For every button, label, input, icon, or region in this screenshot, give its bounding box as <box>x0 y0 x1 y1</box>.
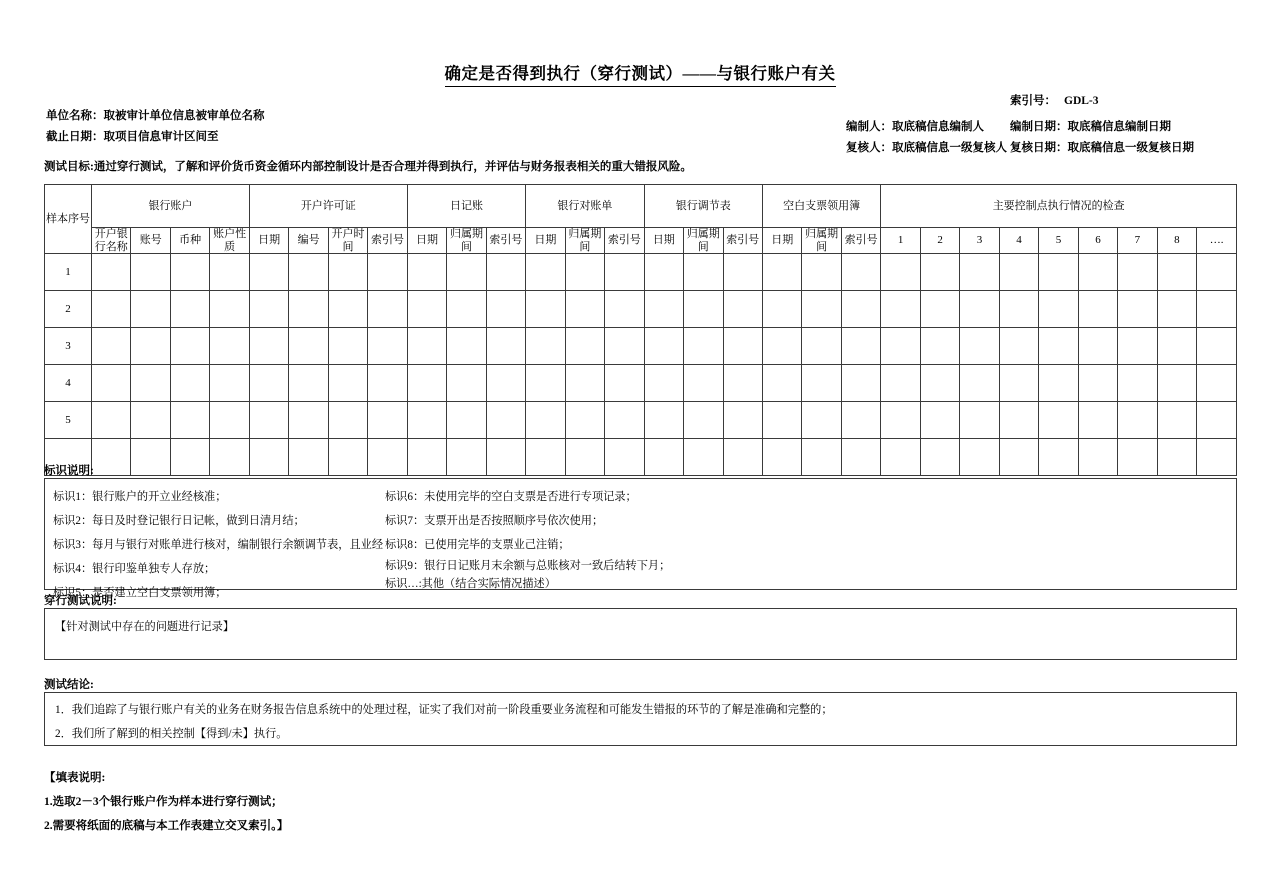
data-cell[interactable] <box>565 328 604 365</box>
data-cell[interactable] <box>131 328 170 365</box>
data-cell[interactable] <box>1118 402 1157 439</box>
data-cell[interactable] <box>723 439 762 476</box>
unit-name-value: 取被审计单位信息被审单位名称 <box>103 110 265 122</box>
deadline-row <box>46 127 265 148</box>
data-cell[interactable] <box>1118 439 1157 476</box>
data-cell[interactable] <box>447 439 486 476</box>
header-sub-5-3: 索引号 <box>723 228 762 254</box>
data-cell[interactable] <box>802 328 841 365</box>
header-meta-right <box>846 117 1194 159</box>
row-sequence-cell: 2 <box>45 291 92 328</box>
data-cell[interactable] <box>407 254 446 291</box>
header-sub-7-4: 4 <box>999 228 1038 254</box>
data-cell[interactable] <box>170 254 209 291</box>
page-title-wrap <box>0 64 1280 87</box>
data-cell[interactable] <box>249 328 288 365</box>
table-row <box>45 254 1237 291</box>
data-cell[interactable] <box>684 402 723 439</box>
data-cell[interactable] <box>210 328 249 365</box>
sub-header-row <box>45 228 1237 254</box>
data-cell[interactable] <box>289 254 328 291</box>
data-cell[interactable] <box>328 402 367 439</box>
data-cell[interactable] <box>565 291 604 328</box>
sample-table-head <box>45 185 1237 254</box>
data-cell[interactable] <box>289 365 328 402</box>
footer-instructions <box>44 766 288 838</box>
marks-column-left <box>53 485 383 605</box>
data-cell[interactable] <box>407 328 446 365</box>
data-cell[interactable] <box>644 291 683 328</box>
data-cell[interactable] <box>249 365 288 402</box>
mark-note-left-2: 标识2：每日及时登记银行日记帐，做到日清月结； <box>53 515 305 527</box>
data-cell[interactable] <box>960 439 999 476</box>
mark-note-left-4: 标识4：银行印鉴单独专人存放； <box>53 563 216 575</box>
data-cell[interactable] <box>328 254 367 291</box>
footer-line-1: 【填表说明: <box>44 772 106 784</box>
data-cell[interactable] <box>447 291 486 328</box>
row-sequence-cell: 3 <box>45 328 92 365</box>
data-cell[interactable] <box>762 439 801 476</box>
header-group-4: 银行对账单 <box>526 185 644 228</box>
walkthrough-text: 【针对测试中存在的问题进行记录】 <box>55 621 235 633</box>
data-cell[interactable] <box>960 291 999 328</box>
data-cell[interactable] <box>841 365 880 402</box>
data-cell[interactable] <box>644 365 683 402</box>
data-cell[interactable] <box>723 328 762 365</box>
deadline-label: 截止日期： <box>46 131 104 143</box>
data-cell[interactable] <box>368 254 407 291</box>
marks-box <box>44 478 1237 599</box>
data-cell[interactable] <box>644 328 683 365</box>
data-cell[interactable] <box>960 365 999 402</box>
data-cell[interactable] <box>1157 439 1196 476</box>
data-cell[interactable] <box>565 254 604 291</box>
data-cell[interactable] <box>723 254 762 291</box>
data-cell[interactable] <box>762 402 801 439</box>
data-cell[interactable] <box>605 291 644 328</box>
mark-note-right-1: 标识6：未使用完毕的空白支票是否进行专项记录； <box>385 491 637 503</box>
data-cell[interactable] <box>644 254 683 291</box>
data-cell[interactable] <box>526 402 565 439</box>
data-cell[interactable] <box>762 254 801 291</box>
data-cell[interactable] <box>407 365 446 402</box>
data-cell[interactable] <box>328 365 367 402</box>
header-sub-5-1: 日期 <box>644 228 683 254</box>
data-cell[interactable] <box>486 402 525 439</box>
table-row <box>45 439 1237 476</box>
data-cell[interactable] <box>1078 439 1117 476</box>
data-cell[interactable] <box>684 328 723 365</box>
data-cell[interactable] <box>526 328 565 365</box>
data-cell[interactable] <box>802 402 841 439</box>
prepare-date-cell <box>1010 117 1171 138</box>
data-cell[interactable] <box>249 402 288 439</box>
data-cell[interactable] <box>1039 365 1078 402</box>
data-cell[interactable] <box>1039 291 1078 328</box>
data-cell[interactable] <box>407 439 446 476</box>
prepare-date-label: 编制日期： <box>1010 121 1068 133</box>
data-cell[interactable] <box>1157 402 1196 439</box>
data-cell[interactable] <box>249 254 288 291</box>
header-sub-1-2: 账号 <box>131 228 170 254</box>
data-cell[interactable] <box>289 439 328 476</box>
data-cell[interactable] <box>644 439 683 476</box>
data-cell[interactable] <box>486 291 525 328</box>
table-row <box>45 365 1237 402</box>
data-cell[interactable] <box>1157 365 1196 402</box>
data-cell[interactable] <box>841 402 880 439</box>
data-cell[interactable] <box>920 365 959 402</box>
index-value: GDL-3 <box>1064 95 1099 107</box>
review-date-label: 复核日期： <box>1010 142 1068 154</box>
unit-name-row <box>46 106 265 127</box>
test-objective: 测试目标:通过穿行测试，了解和评价货币资金循环内部控制设计是否合理并得到执行，并评估与财务报表相关的重大错报风险。 <box>44 161 692 173</box>
header-sub-4-1: 日期 <box>526 228 565 254</box>
data-cell[interactable] <box>920 439 959 476</box>
mark-note-left-1: 标识1：银行账户的开立业经核准； <box>53 491 227 503</box>
data-cell[interactable] <box>565 439 604 476</box>
reviewer-value: 取底稿信息一级复核人 <box>892 142 1007 154</box>
header-sub-6-2: 归属期间 <box>802 228 841 254</box>
page-title: 确定是否得到执行（穿行测试）——与银行账户有关 <box>445 64 836 87</box>
data-cell[interactable] <box>289 328 328 365</box>
data-cell[interactable] <box>1197 328 1237 365</box>
data-cell[interactable] <box>526 291 565 328</box>
data-cell[interactable] <box>210 439 249 476</box>
walkthrough-section-label: 穿行测试说明: <box>44 595 117 607</box>
data-cell[interactable] <box>447 402 486 439</box>
data-cell[interactable] <box>684 291 723 328</box>
header-sub-1-3: 币种 <box>170 228 209 254</box>
data-cell[interactable] <box>802 439 841 476</box>
header-meta-left <box>46 106 265 148</box>
data-cell[interactable] <box>486 328 525 365</box>
data-cell[interactable] <box>1157 291 1196 328</box>
header-sub-3-3: 索引号 <box>486 228 525 254</box>
data-cell[interactable] <box>1118 365 1157 402</box>
sample-table <box>44 184 1237 476</box>
data-cell[interactable] <box>368 365 407 402</box>
index-label: 索引号： <box>1010 95 1056 107</box>
data-cell[interactable] <box>999 328 1038 365</box>
data-cell[interactable] <box>960 402 999 439</box>
table-row <box>45 328 1237 365</box>
mark-note-right-3: 标识8：已使用完毕的支票业己注销； <box>385 539 570 551</box>
data-cell[interactable] <box>1197 439 1237 476</box>
preparer-value: 取底稿信息编制人 <box>892 121 984 133</box>
data-cell[interactable] <box>723 365 762 402</box>
data-cell[interactable] <box>486 439 525 476</box>
row-sequence-cell: 4 <box>45 365 92 402</box>
header-sub-2-3: 开户时间 <box>328 228 367 254</box>
data-cell[interactable] <box>92 328 131 365</box>
data-cell[interactable] <box>605 365 644 402</box>
data-cell[interactable] <box>407 291 446 328</box>
footer-line-3: 2.需要将纸面的底稿与本工作表建立交叉索引。】 <box>44 820 289 832</box>
data-cell[interactable] <box>960 254 999 291</box>
data-cell[interactable] <box>605 328 644 365</box>
data-cell[interactable] <box>723 291 762 328</box>
data-cell[interactable] <box>999 402 1038 439</box>
review-date-value: 取底稿信息一级复核日期 <box>1067 142 1194 154</box>
table-row <box>45 291 1237 328</box>
index-number <box>1010 92 1099 108</box>
data-cell[interactable] <box>920 291 959 328</box>
preparer-cell <box>846 117 1010 138</box>
header-sub-2-1: 日期 <box>249 228 288 254</box>
data-cell[interactable] <box>526 365 565 402</box>
data-cell[interactable] <box>1197 291 1237 328</box>
header-group-6: 空白支票领用簿 <box>762 185 880 228</box>
data-cell[interactable] <box>92 291 131 328</box>
header-sub-1-4: 账户性质 <box>210 228 249 254</box>
data-cell[interactable] <box>881 402 920 439</box>
data-cell[interactable] <box>210 402 249 439</box>
data-cell[interactable] <box>1039 254 1078 291</box>
data-cell[interactable] <box>1039 439 1078 476</box>
data-cell[interactable] <box>1078 402 1117 439</box>
data-cell[interactable] <box>170 365 209 402</box>
data-cell[interactable] <box>605 402 644 439</box>
data-cell[interactable] <box>526 439 565 476</box>
header-group-5: 银行调节表 <box>644 185 762 228</box>
data-cell[interactable] <box>92 254 131 291</box>
data-cell[interactable] <box>1197 365 1237 402</box>
data-cell[interactable] <box>289 291 328 328</box>
data-cell[interactable] <box>170 291 209 328</box>
data-cell[interactable] <box>170 402 209 439</box>
header-sub-1-1: 开户银行名称 <box>92 228 131 254</box>
data-cell[interactable] <box>328 328 367 365</box>
header-sub-7-9: …. <box>1197 228 1237 254</box>
data-cell[interactable] <box>210 365 249 402</box>
data-cell[interactable] <box>170 439 209 476</box>
header-cell-sequence: 样本序号 <box>45 185 92 254</box>
unit-name-label: 单位名称： <box>46 110 104 122</box>
header-group-2: 开户许可证 <box>249 185 407 228</box>
data-cell[interactable] <box>1039 328 1078 365</box>
data-cell[interactable] <box>605 254 644 291</box>
header-group-1: 银行账户 <box>92 185 250 228</box>
data-cell[interactable] <box>328 439 367 476</box>
data-cell[interactable] <box>1118 291 1157 328</box>
header-sub-7-8: 8 <box>1157 228 1196 254</box>
conclusion-line-2: 2．我们所了解到的相关控制【得到/未】执行。 <box>55 728 288 740</box>
data-cell[interactable] <box>841 291 880 328</box>
data-cell[interactable] <box>368 291 407 328</box>
data-cell[interactable] <box>92 402 131 439</box>
marks-section-label: 标识说明: <box>44 465 94 477</box>
data-cell[interactable] <box>684 365 723 402</box>
data-cell[interactable] <box>447 254 486 291</box>
data-cell[interactable] <box>1078 365 1117 402</box>
header-sub-3-1: 日期 <box>407 228 446 254</box>
header-sub-7-6: 6 <box>1078 228 1117 254</box>
header-sub-4-3: 索引号 <box>605 228 644 254</box>
marks-column-right <box>385 485 785 593</box>
data-cell[interactable] <box>486 365 525 402</box>
table-row <box>45 402 1237 439</box>
footer-line-2: 1.选取2－3个银行账户作为样本进行穿行测试； <box>44 796 283 808</box>
header-sub-7-1: 1 <box>881 228 920 254</box>
data-cell[interactable] <box>802 291 841 328</box>
data-cell[interactable] <box>131 439 170 476</box>
reviewer-row <box>846 138 1194 159</box>
data-cell[interactable] <box>1118 254 1157 291</box>
data-cell[interactable] <box>723 402 762 439</box>
sample-table-body <box>45 254 1237 476</box>
data-cell[interactable] <box>210 291 249 328</box>
header-sub-7-7: 7 <box>1118 228 1157 254</box>
review-date-cell <box>1010 138 1194 159</box>
data-cell[interactable] <box>170 328 209 365</box>
data-cell[interactable] <box>881 365 920 402</box>
data-cell[interactable] <box>92 439 131 476</box>
data-cell[interactable] <box>920 402 959 439</box>
data-cell[interactable] <box>999 291 1038 328</box>
data-cell[interactable] <box>881 254 920 291</box>
conclusion-line-1: 1．我们追踪了与银行账户有关的业务在财务报告信息系统中的处理过程，证实了我们对前一阶段重要业务流程和可能发生错报的环节的了解是准确和完整的； <box>55 704 833 716</box>
data-cell[interactable] <box>1078 254 1117 291</box>
data-cell[interactable] <box>644 402 683 439</box>
data-cell[interactable] <box>131 291 170 328</box>
data-cell[interactable] <box>447 365 486 402</box>
data-cell[interactable] <box>92 365 131 402</box>
data-cell[interactable] <box>1157 254 1196 291</box>
data-cell[interactable] <box>131 254 170 291</box>
mark-note-right-2: 标识7：支票开出是否按照顺序号依次使用； <box>385 515 604 527</box>
data-cell[interactable] <box>920 254 959 291</box>
data-cell[interactable] <box>565 365 604 402</box>
data-cell[interactable] <box>1078 291 1117 328</box>
data-cell[interactable] <box>1157 328 1196 365</box>
data-cell[interactable] <box>999 365 1038 402</box>
walkthrough-box[interactable] <box>44 608 1237 660</box>
reviewer-cell <box>846 138 1010 159</box>
data-cell[interactable] <box>881 291 920 328</box>
preparer-label: 编制人： <box>846 121 892 133</box>
group-header-row <box>45 185 1237 228</box>
data-cell[interactable] <box>368 439 407 476</box>
data-cell[interactable] <box>881 328 920 365</box>
data-cell[interactable] <box>802 365 841 402</box>
data-cell[interactable] <box>1039 402 1078 439</box>
data-cell[interactable] <box>249 291 288 328</box>
data-cell[interactable] <box>328 291 367 328</box>
data-cell[interactable] <box>486 254 525 291</box>
header-sub-3-2: 归属期间 <box>447 228 486 254</box>
data-cell[interactable] <box>960 328 999 365</box>
data-cell[interactable] <box>605 439 644 476</box>
data-cell[interactable] <box>802 254 841 291</box>
data-cell[interactable] <box>841 254 880 291</box>
data-cell[interactable] <box>841 439 880 476</box>
conclusion-box <box>44 692 1237 746</box>
reviewer-label: 复核人： <box>846 142 892 154</box>
data-cell[interactable] <box>368 328 407 365</box>
data-cell[interactable] <box>920 328 959 365</box>
mark-note-left-3: 标识3：每月与银行对账单进行核对，编制银行余额调节表，且业经 <box>53 539 384 551</box>
data-cell[interactable] <box>565 402 604 439</box>
data-cell[interactable] <box>1197 254 1237 291</box>
data-cell[interactable] <box>999 439 1038 476</box>
data-cell[interactable] <box>131 402 170 439</box>
data-cell[interactable] <box>210 254 249 291</box>
data-cell[interactable] <box>684 254 723 291</box>
header-group-3: 日记账 <box>407 185 525 228</box>
data-cell[interactable] <box>762 328 801 365</box>
data-cell[interactable] <box>762 365 801 402</box>
data-cell[interactable] <box>368 402 407 439</box>
data-cell[interactable] <box>289 402 328 439</box>
mark-note-right-5: 标识…:其他（结合实际情况描述） <box>385 578 556 590</box>
conclusion-section-label: 测试结论: <box>44 679 94 691</box>
header-sub-2-4: 索引号 <box>368 228 407 254</box>
data-cell[interactable] <box>526 254 565 291</box>
header-sub-2-2: 编号 <box>289 228 328 254</box>
row-sequence-cell: 5 <box>45 402 92 439</box>
prepare-date-value: 取底稿信息编制日期 <box>1067 121 1171 133</box>
mark-note-left-5: 标识5：是否建立空白支票领用簿； <box>53 587 227 599</box>
data-cell[interactable] <box>1197 402 1237 439</box>
data-cell[interactable] <box>762 291 801 328</box>
header-sub-5-2: 归属期间 <box>684 228 723 254</box>
header-group-7: 主要控制点执行情况的检查 <box>881 185 1237 228</box>
data-cell[interactable] <box>249 439 288 476</box>
data-cell[interactable] <box>1078 328 1117 365</box>
header-sub-7-2: 2 <box>920 228 959 254</box>
row-sequence-cell: 1 <box>45 254 92 291</box>
data-cell[interactable] <box>881 439 920 476</box>
header-sub-6-1: 日期 <box>762 228 801 254</box>
mark-note-right-4: 标识9：银行日记账月末余额与总账核对一致后结转下月； <box>385 560 671 572</box>
preparer-row <box>846 117 1194 138</box>
data-cell[interactable] <box>999 254 1038 291</box>
deadline-value: 取项目信息审计区间至 <box>103 131 219 143</box>
data-cell[interactable] <box>684 439 723 476</box>
header-sub-7-3: 3 <box>960 228 999 254</box>
header-sub-6-3: 索引号 <box>841 228 880 254</box>
data-cell[interactable] <box>1118 328 1157 365</box>
header-sub-7-5: 5 <box>1039 228 1078 254</box>
header-sub-4-2: 归属期间 <box>565 228 604 254</box>
data-cell[interactable] <box>407 402 446 439</box>
data-cell[interactable] <box>841 328 880 365</box>
data-cell[interactable] <box>131 365 170 402</box>
data-cell[interactable] <box>447 328 486 365</box>
